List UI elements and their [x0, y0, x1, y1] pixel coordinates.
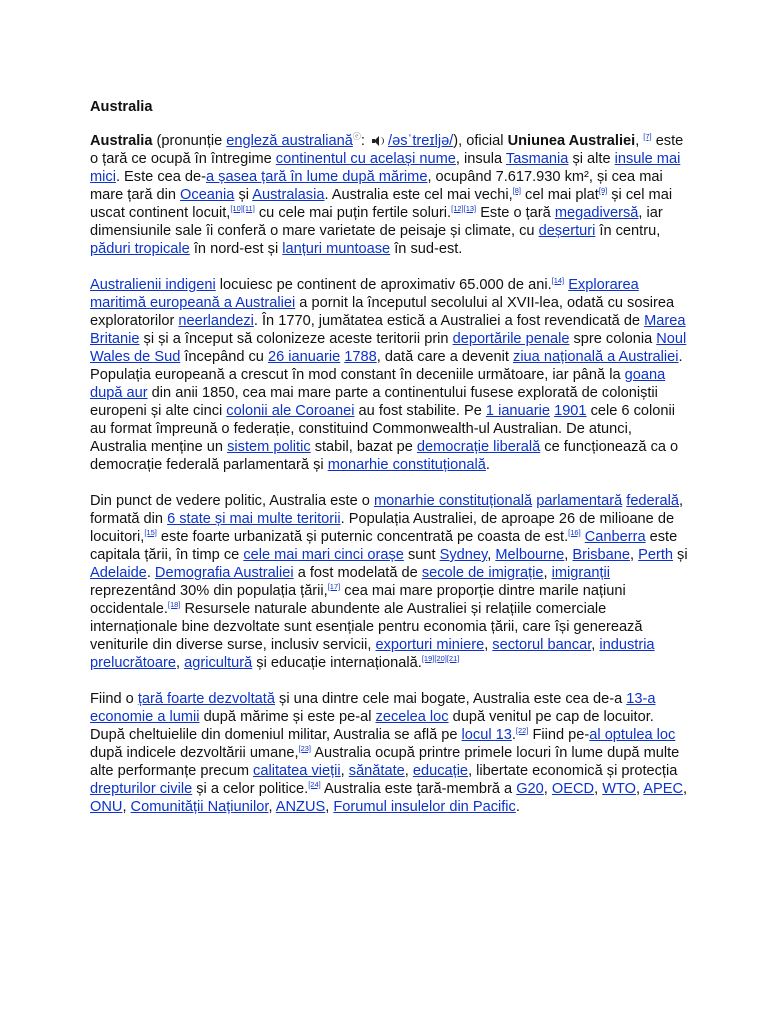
citation-link[interactable]: [8] — [512, 186, 521, 196]
link-agricultura[interactable]: agricultură — [184, 655, 253, 671]
link-wto[interactable]: WTO — [602, 781, 636, 797]
text: spre colonia — [569, 331, 657, 347]
text: și una dintre cele mai bogate, Australia este cea de-a — [274, 691, 627, 707]
text: este capitala țării, în timp ce — [90, 529, 678, 563]
link-drepturilor-civile[interactable]: drepturilor civile — [90, 781, 193, 797]
text: după indicele dezvoltării umane, — [90, 745, 299, 761]
text: , ocupând 7.617.930 km², și cea mai mare țară din — [90, 169, 663, 203]
link-pronunciation-ipa[interactable]: /əsˈtreɪljə/ — [388, 133, 454, 149]
text: , — [543, 781, 552, 797]
citation — [144, 528, 157, 537]
text: , — [268, 799, 276, 815]
link-1901[interactable]: 1901 — [554, 403, 587, 419]
text: , — [487, 547, 496, 563]
citation-link[interactable]: [23] — [298, 744, 312, 754]
link-perth[interactable]: Perth — [638, 547, 673, 563]
citation-link[interactable]: [7] — [643, 132, 652, 142]
text: . — [515, 799, 520, 815]
link-calitatea-vietii[interactable]: calitatea vieții — [253, 763, 341, 779]
text: , — [340, 763, 349, 779]
paragraph-politics — [90, 492, 690, 672]
citation — [230, 204, 254, 213]
link-apec[interactable]: APEC — [643, 781, 684, 797]
citation — [568, 528, 581, 537]
link-demografia-australiei[interactable]: Demografia Australiei — [154, 565, 294, 581]
link-industria-prelucratoare[interactable]: industria prelucrătoare — [90, 637, 655, 671]
link-deserturi[interactable]: deșerturi — [538, 223, 596, 239]
citation — [643, 132, 651, 141]
link-federala[interactable]: federală — [626, 493, 680, 509]
text: . — [485, 457, 490, 473]
citation — [168, 600, 181, 609]
citation-link[interactable]: [22] — [515, 726, 529, 736]
citation — [308, 780, 321, 789]
article — [90, 98, 690, 834]
link-canberra[interactable]: Canberra — [584, 529, 646, 545]
citation — [513, 186, 521, 195]
link-adelaide[interactable]: Adelaide — [90, 565, 147, 581]
text: , — [543, 565, 552, 581]
text: (pronunție — [152, 133, 227, 149]
paragraph-intro — [90, 132, 690, 258]
text: , — [404, 763, 413, 779]
text: din anii 1850, cea mai mare parte a continentului fusese explorată de coloniștii europeni și alte cinci — [90, 385, 658, 419]
link-sistem-politic[interactable]: sistem politic — [227, 439, 311, 455]
text: în centru, — [595, 223, 661, 239]
text: . — [511, 727, 516, 743]
text: Fiind o — [90, 691, 138, 707]
citation-link[interactable]: [12][13] — [451, 204, 477, 214]
link-cele-mai-mari-orase[interactable]: cele mai mari cinci orașe — [243, 547, 404, 563]
text: și și a început să colonizeze aceste teritorii prin — [139, 331, 453, 347]
text: , — [176, 655, 185, 671]
text: cu cele mai puțin fertile soluri. — [254, 205, 452, 221]
citation-link[interactable]: [24] — [308, 780, 321, 790]
text: în nord-est și — [189, 241, 283, 257]
link-parlamentara[interactable]: parlamentară — [536, 493, 623, 509]
text: cea mai mare proporție dintre marile națiuni occidentale. — [90, 583, 626, 617]
link-neerlandezi[interactable]: neerlandezi — [178, 313, 254, 329]
link-melbourne[interactable]: Melbourne — [495, 547, 565, 563]
text: cele 6 colonii au format împreună o federație, constituind Commonwealth-ul Australian. De atunci, Australia menține un — [90, 403, 675, 455]
link-anzus[interactable]: ANZUS — [275, 799, 326, 815]
citation — [422, 654, 460, 663]
text: după venitul pe cap de locuitor. După cheltuielile din domeniul militar, Australia se află pe — [90, 709, 654, 743]
link-oecd[interactable]: OECD — [551, 781, 595, 797]
text: au fost stabilite. Pe — [354, 403, 486, 419]
text: și educație internațională. — [252, 655, 422, 671]
text: a fost modelată de — [293, 565, 422, 581]
link-state-teritorii[interactable]: 6 state și mai multe teritorii — [167, 511, 341, 527]
link-onu[interactable]: ONU — [90, 799, 123, 815]
text: după mărime și este pe-al — [199, 709, 376, 725]
text: Australia este țară-membră a — [320, 781, 517, 797]
citation — [516, 726, 529, 735]
link-oceania[interactable]: Oceania — [180, 187, 235, 203]
citation — [552, 276, 565, 285]
link-monarhie-constitutionala[interactable]: monarhie constituțională — [373, 493, 533, 509]
text: , — [564, 547, 573, 563]
text: , libertate economică și protecția — [468, 763, 678, 779]
link-imigrantii[interactable]: imigranții — [551, 565, 611, 581]
text: Resursele naturale abundente ale Australiei și relațiile comerciale internaționale bine dezvoltate sunt esențiale pentru economia țării, care își generează veniturile din diverse surse, inclusiv servicii, — [90, 601, 643, 653]
citation-link[interactable]: [15] — [144, 528, 157, 538]
citation — [451, 204, 476, 213]
article-title: Australia — [90, 99, 153, 115]
link-brisbane[interactable]: Brisbane — [572, 547, 630, 563]
text: ce funcționează ca o democrație federală parlamentară și — [90, 439, 679, 473]
link-goana-dupa-aur[interactable]: goana după aur — [90, 367, 666, 401]
citation — [599, 186, 607, 195]
link-sanatate[interactable]: sănătate — [348, 763, 405, 779]
link-comunitatii-natiunilor[interactable]: Comunității Națiunilor — [130, 799, 269, 815]
link-explorarea-maritima[interactable]: Explorarea maritimă europeană a Australiei — [90, 277, 639, 311]
link-noul-wales-de-sud[interactable]: Noul Wales de Sud — [90, 331, 687, 365]
text: este foarte urbanizată și puternic concentrată pe coasta de est. — [156, 529, 569, 545]
citation-link[interactable]: [14] — [551, 276, 565, 286]
text: , — [122, 799, 131, 815]
text: Este o țară — [476, 205, 555, 221]
paragraph-history — [90, 276, 690, 474]
text: , — [325, 799, 334, 815]
link-exporturi-miniere[interactable]: exporturi miniere — [375, 637, 485, 653]
link-tasmania[interactable]: Tasmania — [505, 151, 569, 167]
citation-link[interactable]: [17] — [327, 582, 341, 592]
text: , iar dimensiunile sale îi conferă o mare varietate de peisaje și climate, cu — [90, 205, 663, 239]
link-colonii-coroanei[interactable]: colonii ale Coroanei — [226, 403, 355, 419]
text: stabil, bazat pe — [310, 439, 417, 455]
text: , — [484, 637, 493, 653]
link-monarhie-constitutionala[interactable]: monarhie constituțională — [327, 457, 486, 473]
link-secole-de-imigratie[interactable]: secole de imigrație — [421, 565, 544, 581]
link-lanturi-muntoase[interactable]: lanțuri muntoase — [282, 241, 391, 257]
citation — [299, 744, 312, 753]
text: a pornit la începutul secolului al XVII-lea, odată cu sosirea exploratorilor — [90, 295, 675, 329]
external-link-icon: ⓔ — [352, 132, 361, 142]
text: este o țară ce ocupă în întregime — [90, 133, 684, 167]
text: Fiind pe- — [528, 727, 590, 743]
link-1-ianuarie[interactable]: 1 ianuarie — [485, 403, 551, 419]
link-26-ianuarie[interactable]: 26 ianuarie — [267, 349, 341, 365]
text: începând cu — [180, 349, 268, 365]
text: , formată din — [90, 493, 684, 527]
text: , insula — [455, 151, 506, 167]
link-locul-13[interactable]: locul 13 — [461, 727, 512, 743]
text: cel mai plat — [520, 187, 599, 203]
text: . În 1770, jumătatea estică a Australiei a fost revendicată de — [253, 313, 645, 329]
link-deportarile-penale[interactable]: deportările penale — [452, 331, 570, 347]
text: reprezentând 30% din populația țării, — [90, 583, 328, 599]
link-marea-britanie[interactable]: Marea Britanie — [90, 313, 686, 347]
link-megadiversa[interactable]: megadiversă — [554, 205, 639, 221]
text: : — [360, 133, 369, 149]
text: , — [630, 547, 639, 563]
text: și — [234, 187, 253, 203]
link-continent[interactable]: continentul cu același nume — [275, 151, 456, 167]
link-paduri-tropicale[interactable]: păduri tropicale — [90, 241, 190, 257]
link-australasia[interactable]: Australasia — [252, 187, 325, 203]
text: și — [673, 547, 688, 563]
citation-link[interactable]: [9] — [598, 186, 608, 196]
link-tara-marime[interactable]: a șasea țară în lume după mărime — [206, 169, 428, 185]
citation-link[interactable]: [16] — [568, 528, 581, 538]
text: , — [683, 781, 688, 797]
text: . Populația europeană a crescut în mod constant în deceniile următoare, iar până la — [90, 349, 683, 383]
text: și alte — [568, 151, 615, 167]
text: în sud-est. — [390, 241, 463, 257]
text: , — [635, 781, 644, 797]
link-sectorul-bancar[interactable]: sectorul bancar — [492, 637, 592, 653]
text: și a celor politice. — [192, 781, 309, 797]
link-democratie-liberala[interactable]: democrație liberală — [416, 439, 541, 455]
text: , — [594, 781, 603, 797]
text: , dată care a devenit — [376, 349, 514, 365]
text: . Este cea de- — [115, 169, 206, 185]
text: , — [635, 133, 644, 149]
link-tara-dezvoltata[interactable]: țară foarte dezvoltată — [137, 691, 275, 707]
link-sydney[interactable]: Sydney — [439, 547, 488, 563]
text: și cel mai uscat continent locuit, — [90, 187, 673, 221]
citation-link[interactable]: [10][11] — [230, 204, 255, 214]
citation — [328, 582, 341, 591]
link-engleza-australiana[interactable]: engleză australiană — [226, 133, 353, 149]
link-13-economie[interactable]: 13-a economie a lumii — [90, 691, 656, 725]
text: locuiesc pe continent de aproximativ 65.000 de ani. — [215, 277, 552, 293]
term-bold: Uniunea Australiei — [507, 133, 636, 149]
text: sunt — [403, 547, 440, 563]
term-bold: Australia — [90, 133, 153, 149]
text: . — [146, 565, 155, 581]
text: , — [591, 637, 600, 653]
link-insule[interactable]: insule mai mici — [90, 151, 681, 185]
citation-link[interactable]: [19][20][21] — [421, 654, 460, 664]
link-al-optulea-loc[interactable]: al optulea loc — [589, 727, 676, 743]
text: . Australia este cel mai vechi, — [324, 187, 513, 203]
speaker-icon[interactable] — [372, 136, 383, 146]
link-g20[interactable]: G20 — [516, 781, 544, 797]
link-australienii-indigeni[interactable]: Australienii indigeni — [90, 277, 216, 293]
paragraph-economy — [90, 690, 690, 816]
citation-link[interactable]: [18] — [167, 600, 181, 610]
link-educatie[interactable]: educație — [412, 763, 469, 779]
text: ), oficial — [453, 133, 508, 149]
text: Din punct de vedere politic, Australia este o — [90, 493, 374, 509]
link-zecelea-loc[interactable]: zecelea loc — [375, 709, 449, 725]
link-ziua-nationala[interactable]: ziua națională a Australiei — [513, 349, 679, 365]
link-forumul-insulelor[interactable]: Forumul insulelor din Pacific — [333, 799, 516, 815]
text: Australia ocupă printre primele locuri în lume după multe alte performanțe precum — [90, 745, 680, 779]
text: . Populația Australiei, de aproape 26 de milioane de locuitori, — [90, 511, 675, 545]
link-1788[interactable]: 1788 — [344, 349, 377, 365]
